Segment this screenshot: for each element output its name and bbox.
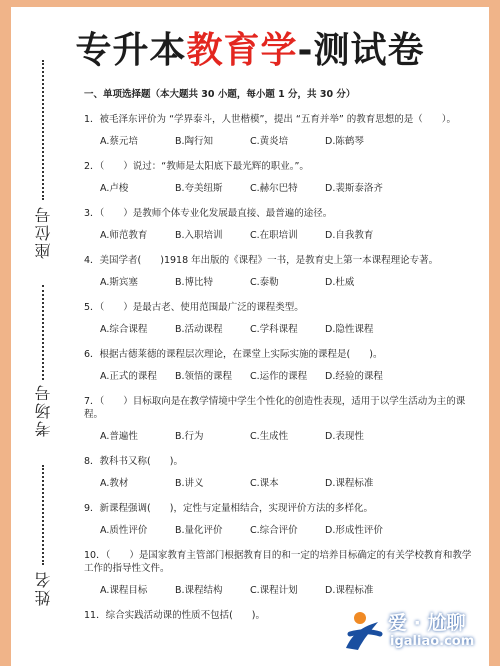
answer-option[interactable]: A.课程目标: [100, 585, 148, 596]
answer-option[interactable]: C.赫尔巴特: [250, 183, 298, 194]
option-row: [84, 276, 479, 289]
dotted-line: [42, 465, 44, 565]
answer-option[interactable]: D.形成性评价: [325, 525, 383, 536]
answer-option[interactable]: B.行为: [175, 431, 204, 442]
answer-option[interactable]: C.课程计划: [250, 585, 298, 596]
question-stem: 5．（ ）是最古老、使用范围最广泛的课程类型。: [84, 302, 304, 313]
question-list: [84, 113, 479, 622]
answer-option[interactable]: B.讲义: [175, 478, 204, 489]
question-stem: 3．（ ）是教师个体专业化发展最直接、最普遍的途径。: [84, 208, 333, 219]
question-stem: 6．根据古德莱德的课程层次理论，在课堂上实际实施的课程是( )。: [84, 349, 383, 360]
answer-option[interactable]: C.课本: [250, 478, 279, 489]
answer-option[interactable]: A.蔡元培: [100, 136, 138, 147]
answer-option[interactable]: A.普遍性: [100, 431, 138, 442]
answer-option[interactable]: A.质性评价: [100, 525, 148, 536]
answer-option[interactable]: D.裴斯泰洛齐: [325, 183, 383, 194]
title-part-2: 教育学: [186, 30, 298, 71]
answer-option[interactable]: A.卢梭: [100, 183, 129, 194]
answer-option[interactable]: A.综合课程: [100, 324, 148, 335]
answer-option[interactable]: B.量化评价: [175, 525, 223, 536]
answer-option[interactable]: A.教材: [100, 478, 129, 489]
exam-content: [84, 88, 479, 622]
answer-option[interactable]: B.陶行知: [175, 136, 214, 147]
title-part-3: -测试卷: [297, 30, 425, 71]
option-row: [84, 477, 479, 490]
answer-option[interactable]: D.隐性课程: [325, 324, 374, 335]
option-row: [84, 135, 479, 148]
option-row: [84, 430, 479, 443]
seat-number-label: 座位号: [34, 205, 53, 259]
question-stem: 11．综合实践活动课的性质不包括( )。: [84, 610, 266, 621]
exam-info-sidebar: [26, 60, 66, 620]
option-row: [84, 323, 479, 336]
watermark: [340, 608, 490, 656]
answer-option[interactable]: A.师范教育: [100, 230, 148, 241]
answer-option[interactable]: D.陈鹤琴: [325, 136, 364, 147]
question-stem: 2．（ ）说过：“教师是太阳底下最光辉的职业。”。: [84, 161, 309, 172]
answer-option[interactable]: B.博比特: [175, 277, 214, 288]
answer-option[interactable]: C.学科课程: [250, 324, 298, 335]
question-item: [84, 113, 479, 148]
answer-option[interactable]: C.运作的课程: [250, 371, 308, 382]
answer-option[interactable]: D.课程标准: [325, 478, 374, 489]
answer-option[interactable]: C.黄炎培: [250, 136, 289, 147]
option-row: [84, 182, 479, 195]
question-item: [84, 455, 479, 490]
question-item: [84, 207, 479, 242]
option-row: [84, 524, 479, 537]
answer-option[interactable]: D.表现性: [325, 431, 364, 442]
answer-option[interactable]: B.夸美纽斯: [175, 183, 223, 194]
watermark-brand: 爱 · 尬聊: [388, 612, 466, 634]
answer-option[interactable]: C.泰勒: [250, 277, 279, 288]
option-row: [84, 229, 479, 242]
answer-option[interactable]: C.综合评价: [250, 525, 298, 536]
answer-option[interactable]: D.课程标准: [325, 585, 374, 596]
dotted-line: [42, 60, 44, 200]
name-label: 姓名: [34, 570, 53, 606]
answer-option[interactable]: D.经验的课程: [325, 371, 383, 382]
answer-option[interactable]: D.杜威: [325, 277, 355, 288]
title-part-1: 专升本: [75, 30, 187, 71]
answer-option[interactable]: B.活动课程: [175, 324, 223, 335]
answer-option[interactable]: A.正式的课程: [100, 371, 157, 382]
question-item: [84, 160, 479, 195]
question-item: [84, 549, 479, 597]
question-stem: 10．（ ）是国家教育主管部门根据教育目的和一定的培养目标确定的有关学校教育和教学工作的指导性文件。: [84, 550, 472, 574]
answer-option[interactable]: D.自我教育: [325, 230, 374, 241]
page-title: [11, 29, 489, 73]
answer-option[interactable]: C.在职培训: [250, 230, 298, 241]
answer-option[interactable]: A.斯宾塞: [100, 277, 138, 288]
question-stem: 9．新课程强调( )，定性与定量相结合，实现评价方法的多样化。: [84, 503, 373, 514]
option-row: [84, 370, 479, 383]
answer-option[interactable]: B.课程结构: [175, 585, 223, 596]
question-stem: 8．教科书又称( )。: [84, 456, 183, 467]
option-row: [84, 584, 479, 597]
watermark-logo-icon: [340, 608, 384, 652]
answer-option[interactable]: C.生成性: [250, 431, 289, 442]
exam-room-label: 考场号: [34, 383, 53, 437]
answer-option[interactable]: B.领悟的课程: [175, 371, 233, 382]
question-item: [84, 301, 479, 336]
section-heading: 一、单项选择题（本大题共 30 小题，每小题 1 分，共 30 分）: [84, 89, 356, 100]
dotted-line: [42, 285, 44, 380]
question-stem: 4．美国学者( )1918 年出版的《课程》一书，是教育史上第一本课程理论专著。: [84, 255, 439, 266]
question-item: [84, 502, 479, 537]
watermark-url: igaliao.com: [390, 634, 475, 649]
question-stem: 1．被毛泽东评价为 “学界泰斗，人世楷模”，提出 “五育并举” 的教育思想的是（ ）。: [84, 114, 457, 125]
question-item: [84, 348, 479, 383]
question-stem: 7．（ ）目标取向是在教学情境中学生个性化的创造性表现，适用于以学生活动为主的课程。: [84, 396, 466, 420]
question-item: [84, 254, 479, 289]
question-item: [84, 395, 479, 443]
answer-option[interactable]: B.入职培训: [175, 230, 223, 241]
